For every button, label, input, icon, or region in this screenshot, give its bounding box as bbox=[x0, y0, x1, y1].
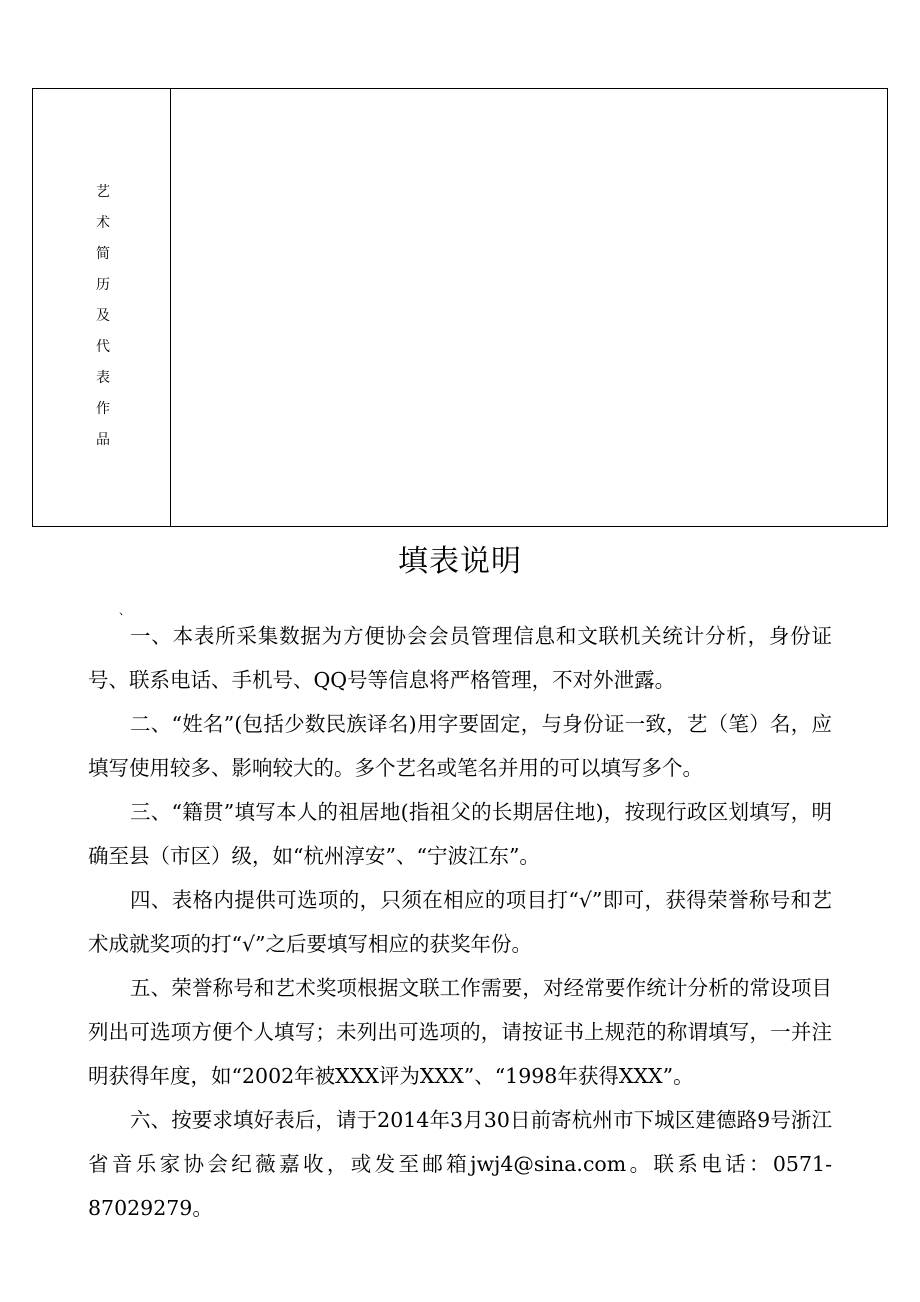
label-char: 作 bbox=[96, 401, 110, 417]
label-char: 简 bbox=[96, 246, 110, 262]
art-resume-content-field[interactable] bbox=[171, 89, 887, 526]
instruction-paragraph: 一、本表所采集数据为方便协会会员管理信息和文联机关统计分析，身份证号、联系电话、手机号、QQ号等信息将严格管理，不对外泄露。 bbox=[88, 624, 832, 692]
instruction-paragraph: 五、荣誉称号和艺术奖项根据文联工作需要，对经常要作统计分析的常设项目列出可选项方便个人填写；未列出可选项的，请按证书上规范的称谓填写，一并注明获得年度，如“2002年被XXX评为XXX”、“1998年获得XXX”。 bbox=[88, 976, 832, 1088]
stray-punctuation-mark: 、 bbox=[119, 604, 130, 617]
label-char: 术 bbox=[96, 215, 110, 231]
label-char: 及 bbox=[96, 308, 110, 324]
art-resume-label bbox=[93, 177, 113, 456]
label-char: 表 bbox=[96, 370, 110, 386]
instructions-title: 填表说明 bbox=[398, 544, 522, 579]
instruction-paragraph: 二、“姓名”(包括少数民族译名)用字要固定，与身份证一致，艺（笔）名，应填写使用较多、影响较大的。多个艺名或笔名并用的可以填写多个。 bbox=[88, 712, 832, 780]
instruction-paragraph: 三、“籍贯”填写本人的祖居地(指祖父的长期居住地)，按现行政区划填写，明确至县（市区）级，如“杭州淳安”、“宁波江东”。 bbox=[88, 800, 832, 868]
instructions-body bbox=[88, 614, 832, 1230]
instruction-paragraph: 六、按要求填好表后，请于2014年3月30日前寄杭州市下城区建德路9号浙江省音乐家协会纪薇嘉收，或发至邮箱jwj4@sina.com。联系电话：0571-87029279。 bbox=[88, 1108, 832, 1220]
label-char: 代 bbox=[96, 339, 110, 355]
label-char: 品 bbox=[96, 432, 110, 448]
art-resume-label-cell bbox=[33, 89, 171, 617]
instruction-paragraph: 四、表格内提供可选项的，只须在相应的项目打“√”即可，获得荣誉称号和艺术成就奖项的打“√”之后要填写相应的获奖年份。 bbox=[88, 888, 832, 956]
label-char: 历 bbox=[96, 277, 110, 293]
label-char: 艺 bbox=[96, 184, 110, 200]
